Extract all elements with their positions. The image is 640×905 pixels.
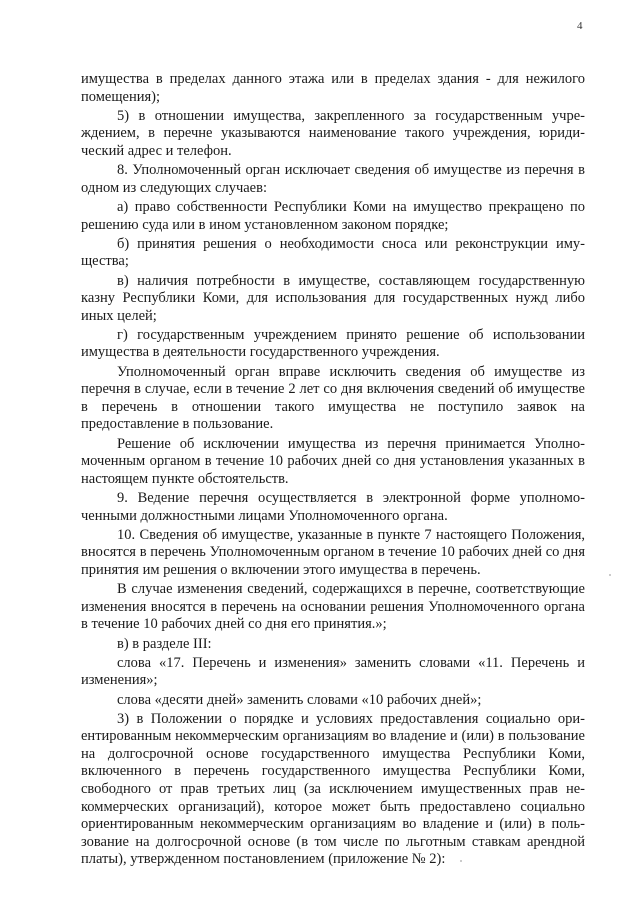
paragraph-9: Решение об исключении имущества из перечня принимается Уполномоченным органом в течение 10 рабочих дней со дня установления указанных в настоящем пункте обстоятельств. (81, 435, 585, 487)
paragraph-7: г) государственным учреждением принято решение об использовании имущества в деятельности государственного учреждения. (81, 326, 585, 361)
paragraph-1: имущества в пределах данного этажа или в пределах здания - для нежилого помещения); (81, 71, 585, 105)
paragraph-5: б) принятия решения о необходимости сноса или реконструкции имущества; (81, 235, 585, 270)
paragraph-2: 5) в отношении имущества, закрепленного за государственным учреждением, в перечне указываются наименование такого учреждения, юридический адрес и телефон. (81, 107, 585, 159)
paragraph-16: 3) в Положении о порядке и условиях предоставления социально ориентированным некоммерческим организациям во владение и (или) в пользование на долгосрочной основе государственного имущества Республики Коми, включенного в перечень государственного имущества Республики Коми, свободного от прав третьих лиц (за исключением имущественных прав некоммерческих организаций), которое может быть предоставлено социально ориентированным некоммерческим организациям во владение и (или) в пользование на долгосрочной основе (в том числе по льготным ставкам арендной платы), утвержденном постановлением (приложение № 2): (81, 710, 585, 868)
page-number: 4 (577, 20, 583, 32)
scan-speck (460, 860, 462, 862)
paragraph-14: слова «17. Перечень и изменения» заменить словами «11. Перечень и изменения»; (81, 654, 585, 689)
paragraph-11: 10. Сведения об имуществе, указанные в пункте 7 настоящего Положения, вносятся в перечень Уполномоченным органом в течение 10 рабочих дней со дня принятия им решения о включении этого имущества в перечень. (81, 526, 585, 578)
paragraph-13: в) в разделе III: (117, 635, 212, 652)
paragraph-6: в) наличия потребности в имуществе, составляющем государственную казну Республики Коми, для использования для государственных нужд либо иных целей; (81, 272, 585, 324)
paragraph-3: 8. Уполномоченный орган исключает сведения об имуществе из перечня в одном из следующих случаев: (81, 162, 585, 196)
scan-speck (609, 574, 611, 576)
document-body (81, 71, 585, 871)
paragraph-4: а) право собственности Республики Коми на имущество прекращено по решению суда или в ином установленном законом порядке; (81, 198, 585, 233)
paragraph-15: слова «десяти дней» заменить словами «10 рабочих дней»; (117, 691, 482, 708)
paragraph-12: В случае изменения сведений, содержащихся в перечне, соответствующие изменения вносятся в перечень на основании решения Уполномоченного органа в течение 10 рабочих дней со дня его принятия.»; (81, 581, 585, 633)
paragraph-10: 9. Ведение перечня осуществляется в электронной форме уполномоченными должностными лицами Уполномоченного органа. (81, 490, 585, 524)
paragraph-8: Уполномоченный орган вправе исключить сведения об имуществе из перечня в случае, если в течение 2 лет со дня включения сведений об имуществе в перечень в отношении такого имущества не поступило заявок на предоставление в пользование. (81, 363, 585, 433)
